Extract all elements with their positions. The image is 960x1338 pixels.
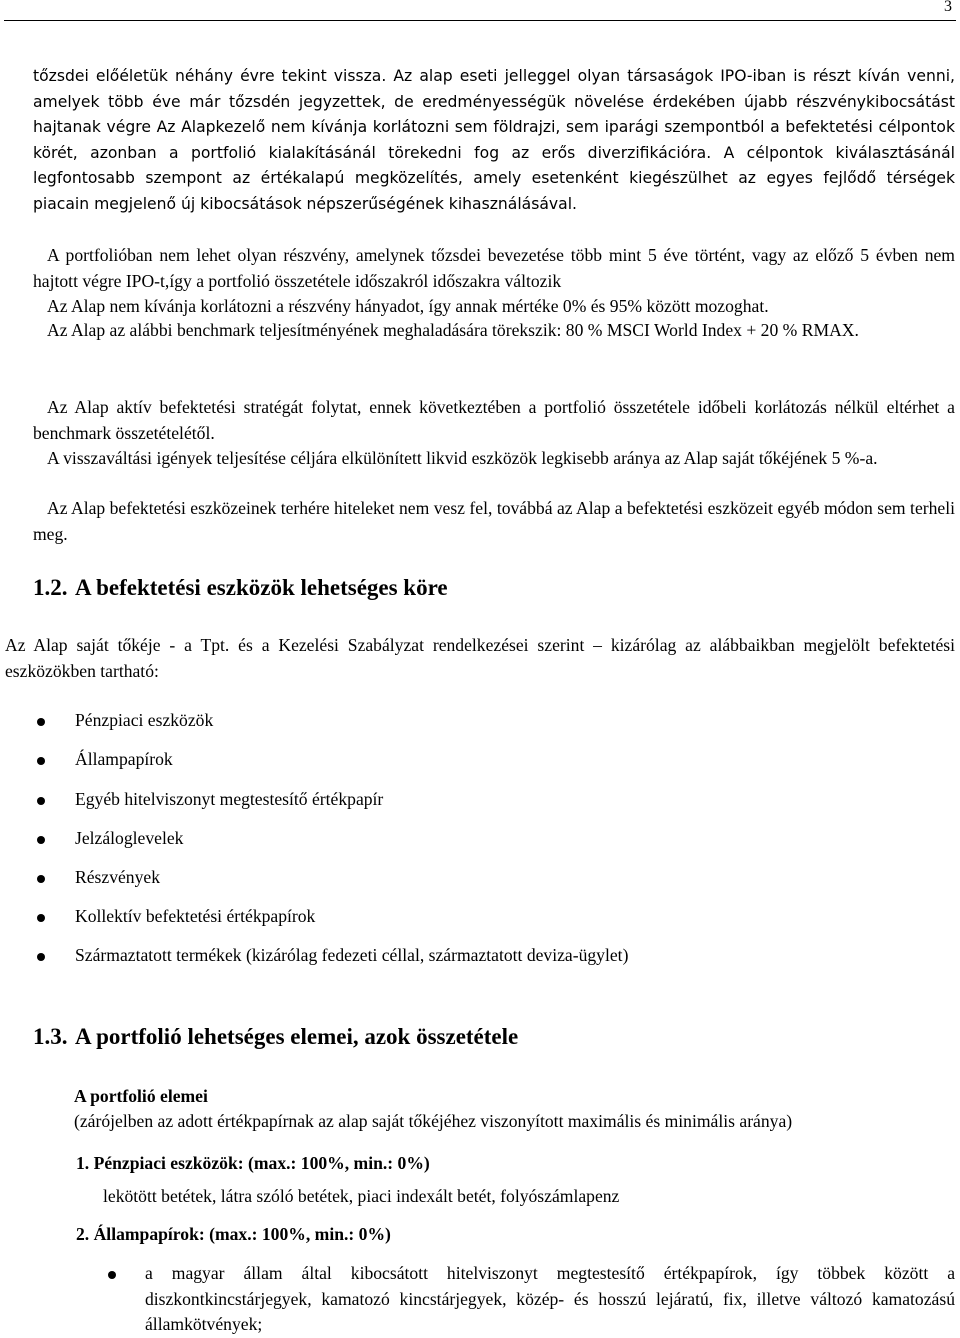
bullet-icon — [37, 797, 45, 805]
section-number: 1.2. — [33, 575, 68, 600]
bullet-icon — [37, 836, 45, 844]
bullet-icon — [37, 718, 45, 726]
list-item-label: Kollektív befektetési értékpapírok — [75, 906, 316, 926]
bullet-icon — [37, 875, 45, 883]
section-number: 1.3. — [33, 1024, 68, 1049]
intro-paragraph-7 — [33, 496, 955, 547]
page-number: 3 — [944, 0, 952, 15]
strategy-text: Az Alap aktív befektetési stratégát folytat, ennek következtében a portfolió összetétele időbeli korlátozás nélkül eltérhet a benchmark összetételétől. — [33, 397, 955, 443]
bullet-icon — [37, 757, 45, 765]
intro-paragraph-6 — [33, 446, 955, 472]
item-2-heading: 2. Állampapírok: (max.: 100%, min.: 0%) — [76, 1224, 391, 1244]
portfolio-rule-text: A portfolióban nem lehet olyan részvény, amelynek tőzsdei bevezetése több mint 5 éve történt, vagy az előző 5 évben nem hajtott végre IPO-t,így a portfolió összetétele időszakról időszakra változik — [33, 245, 955, 291]
intro-text: tőzsdei előéletük néhány évre tekint vissza. Az alap eseti jelleggel olyan társaságok IPO-iban is részt kíván venni, amelyek több éve már tőzsdén jegyzettek, de eredményességük növelése érdekében újabb részvénykibocsátást hajtanak végre Az Alapkezelő nem kívánja korlátozni sem földrajzi, sem iparági szempontból a befektetési célpontok körét, azonban a portfolió kialakításánál törekedni fog az erős diverzifikációra. A célpontok kiválasztásánál legfontosabb szempont az értékalapú megközelítés, amely esetenként kiegészülhet az egyes fejlődő térségek piacain megjelenő új kibocsátások népszerűségének kihasználásával. — [33, 67, 955, 213]
intro-paragraph-2 — [33, 243, 955, 294]
list-item-label: Jelzáloglevelek — [75, 828, 184, 848]
intro-paragraph-4 — [33, 318, 955, 344]
intro-paragraph-3 — [33, 294, 955, 320]
list-item-label: Pénzpiaci eszközök — [75, 710, 214, 730]
item-2-bullet-text: a magyar állam által kibocsátott hitelviszonyt megtestesítő értékpapírok, így többek között a diszkontkincstárjegyek, kamatozó kincstárjegyek, közép- és hosszú lejáratú, fix, illetve változó kamatozású államkötvények; — [145, 1263, 955, 1335]
section-1-2-intro — [5, 633, 955, 684]
section-intro-text: Az Alap saját tőkéje - a Tpt. és a Kezelési Szabályzat rendelkezései szerint – kizárólag az alábbaikban megjelölt befektetési eszközökben tartható: — [5, 635, 955, 681]
intro-paragraph-5 — [33, 395, 955, 446]
item-2-bullet — [145, 1261, 955, 1338]
item-1-heading: 1. Pénzpiaci eszközök: (max.: 100%, min.: 0%) — [76, 1153, 430, 1173]
intro-paragraph-1 — [33, 64, 955, 218]
list-item-label: Egyéb hitelviszonyt megtestesítő értékpapír — [75, 789, 384, 809]
list-item-label: Állampapírok — [75, 749, 173, 769]
share-ratio-text: Az Alap nem kívánja korlátozni a részvény hányadot, így annak mértéke 0% és 95% között mozoghat. — [47, 296, 769, 316]
elements-note: (zárójelben az adott értékpapírnak az alap saját tőkéjéhez viszonyított maximális és minimális aránya) — [74, 1111, 793, 1131]
elements-heading: A portfolió elemei — [74, 1086, 208, 1106]
section-title: A befektetési eszközök lehetséges köre — [75, 575, 448, 600]
bullet-icon — [37, 914, 45, 922]
section-title: A portfolió lehetséges elemei, azok összetétele — [75, 1024, 519, 1049]
bullet-icon — [108, 1271, 116, 1279]
bullet-icon — [37, 953, 45, 961]
list-item-label: Részvények — [75, 867, 161, 887]
list-item-label: Származtatott termékek (kizárólag fedezeti céllal, származtatott deviza-ügylet) — [75, 945, 629, 965]
header-rule — [4, 20, 956, 21]
section-heading-1-2 — [33, 575, 448, 601]
section-heading-1-3 — [33, 1024, 518, 1050]
benchmark-text: Az Alap az alábbi benchmark teljesítményének meghaladására törekszik: 80 % MSCI World Index + 20 % RMAX. — [47, 320, 859, 340]
liquidity-text: A visszaváltási igények teljesítése céljára elkülönített likvid eszközök legkisebb aránya az Alap saját tőkéjének 5 %-a. — [47, 448, 878, 468]
credit-text: Az Alap befektetési eszközeinek terhére hiteleket nem vesz fel, továbbá az Alap a befektetési eszközeit egyéb módon sem terheli meg. — [33, 498, 955, 544]
item-1-text: lekötött betétek, látra szóló betétek, piaci indexált betét, folyószámlapenz — [103, 1186, 620, 1206]
